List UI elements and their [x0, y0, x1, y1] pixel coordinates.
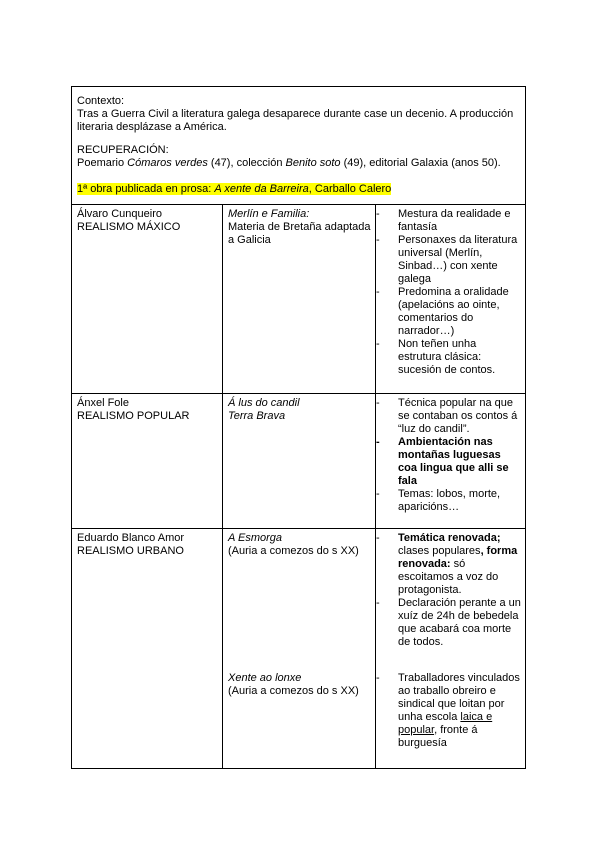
work-description: (Auria a comezos do s XX) [228, 685, 359, 697]
features-cell [376, 528, 525, 768]
text: só escoitamos a voz do protagonista. [398, 558, 499, 596]
first-prose-line [77, 183, 521, 196]
author-cell [72, 528, 223, 768]
text: Traballadores vinculados ao traballo obreiro e sindical que loitan por unha escola [398, 672, 520, 723]
first-prose-prefix: 1ª obra publicada en prosa: [77, 183, 215, 195]
works-cell [223, 393, 376, 528]
first-prose-title: A xente da Barreira [214, 183, 309, 195]
bold-text: Temática renovada; [398, 532, 501, 544]
author-row [72, 528, 525, 768]
context-block [77, 95, 521, 134]
features-cell [376, 393, 525, 528]
recovery-text [77, 157, 521, 170]
author-name: Ánxel Fole [77, 397, 129, 409]
author-name: Eduardo Blanco Amor [77, 532, 185, 544]
author-row [72, 393, 525, 529]
recovery-prefix: Poemario [77, 157, 128, 169]
features-list [376, 672, 521, 750]
coleccion-title: Benito soto [285, 157, 341, 169]
features-cell [376, 204, 525, 393]
author-movement: REALISMO MÁXICO [77, 221, 181, 233]
list-item: - Declaración perante a un xuíz de 24h de bebedela que acabará coa morte de todos. [376, 597, 521, 649]
work-title: Xente ao lonxe [228, 672, 302, 684]
work-title: Á lus do candil [228, 397, 300, 409]
features-list [376, 532, 521, 649]
underlined-text: laica e popular [398, 711, 493, 736]
works-cell [223, 204, 376, 393]
intro-cell [72, 87, 525, 205]
list-item: - Non teñen unha estrutura clásica: sucesión de contos. [376, 338, 521, 377]
context-label: Contexto: [77, 95, 125, 107]
text: , fronte á burguesía [398, 724, 478, 749]
list-item: - Temas: lobos, morte, aparicións… [376, 488, 521, 514]
first-prose-suffix: , Carballo Calero [308, 183, 392, 195]
work-description: (Auria a comezos do s XX) [228, 545, 359, 557]
poemario-year: (47), colección [207, 157, 286, 169]
recovery-label: RECUPERACIÓN: [77, 144, 169, 156]
list-item: - Predomina a oralidade (apelacións ao ointe, comentarios do narrador…) [376, 286, 521, 338]
first-prose-highlight [77, 183, 391, 195]
features-list [376, 397, 521, 514]
author-cell [72, 393, 223, 528]
author-row [72, 204, 525, 394]
work-title: Merlín e Familia: [228, 208, 310, 220]
literature-table [71, 86, 526, 769]
recovery-block [77, 144, 521, 170]
context-text: Tras a Guerra Civil a literatura galega desaparece durante case un decenio. A producción literaria desplázase a América. [77, 108, 514, 133]
second-work [228, 672, 359, 698]
list-item [376, 672, 521, 750]
work-title: Terra Brava [228, 410, 286, 422]
text: clases populares [398, 545, 481, 557]
features-list [376, 208, 521, 377]
author-movement: REALISMO URBANO [77, 545, 184, 557]
list-item: - Ambientación nas montañas luguesas coa lingua que alli se fala [376, 436, 521, 488]
works-cell [223, 528, 376, 768]
list-item: - Mestura da realidade e fantasía [376, 208, 521, 234]
list-item: - Personaxes da literatura universal (Merlín, Sinbad…) con xente galega [376, 234, 521, 286]
coleccion-year: (49), editorial Galaxia (anos 50). [340, 157, 501, 169]
author-cell [72, 204, 223, 393]
author-name: Álvaro Cunqueiro [77, 208, 162, 220]
work-title: A Esmorga [228, 532, 283, 544]
poemario-title: Cómaros verdes [127, 157, 208, 169]
list-item: - Técnica popular na que se contaban os contos á “luz do candil”. [376, 397, 521, 436]
work-description: Materia de Bretaña adaptada a Galicia [228, 221, 371, 246]
bold-text: , forma renovada: [398, 545, 518, 570]
list-item [376, 532, 521, 597]
author-movement: REALISMO POPULAR [77, 410, 190, 422]
